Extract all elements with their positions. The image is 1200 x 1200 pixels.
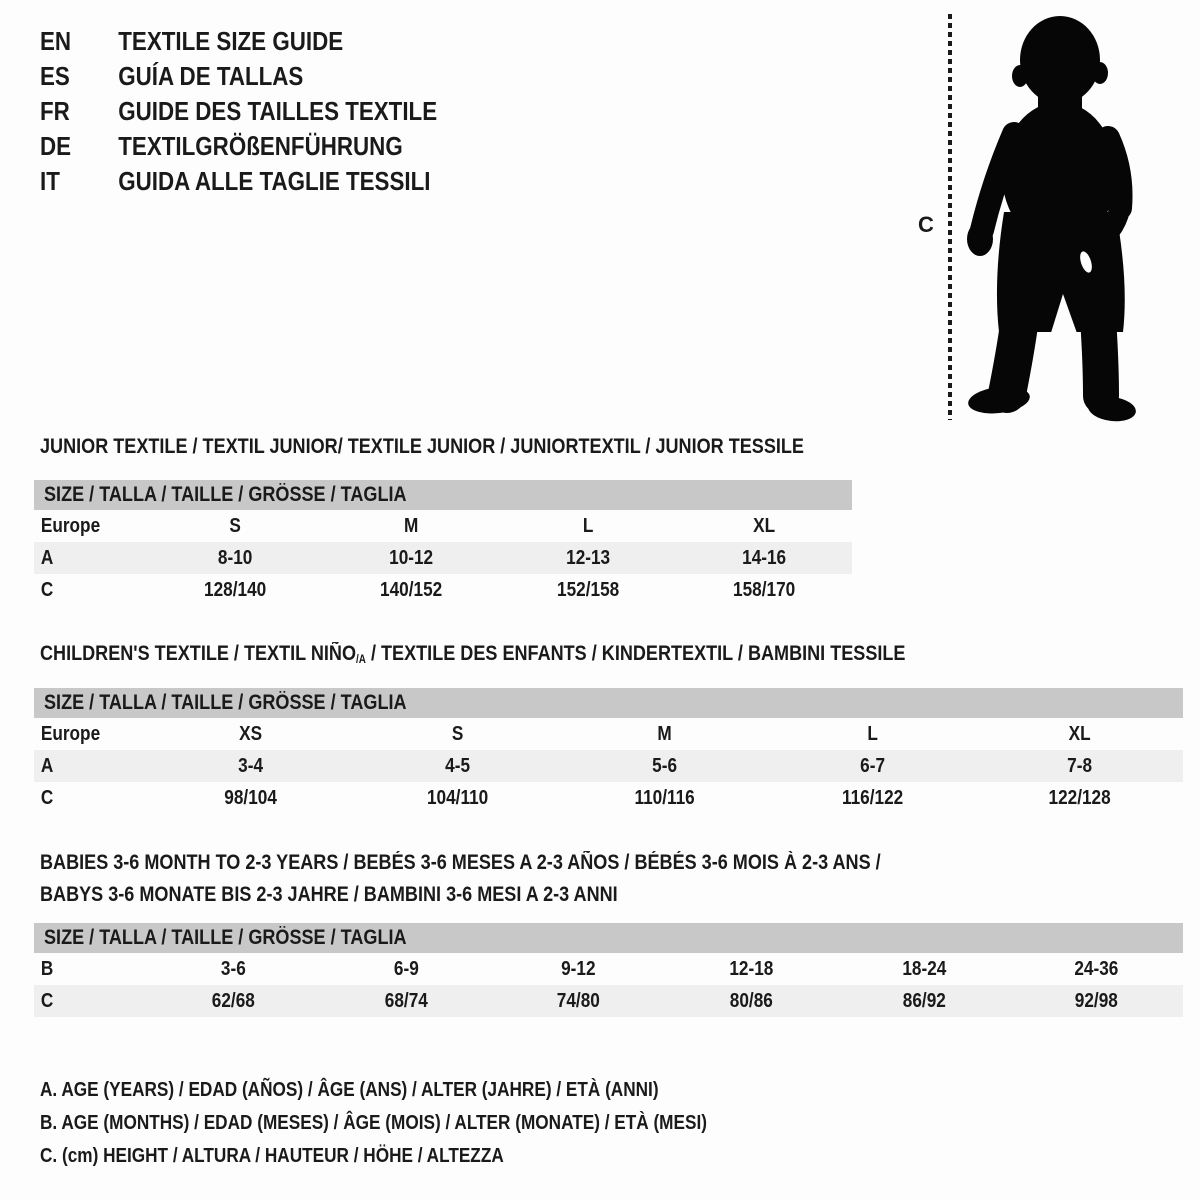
row-label: Europe: [40, 722, 101, 745]
height-cell: 86/92: [902, 989, 946, 1012]
guide-title-it: GUIDA ALLE TAGLIE TESSILI: [118, 166, 431, 196]
babies-section-title-line2: BABYS 3-6 MONATE BIS 2-3 JAHRE / BAMBINI 3-6 MESI A 2-3 ANNI: [40, 883, 618, 906]
height-cell: 110/116: [634, 786, 696, 809]
language-code: EN: [40, 26, 72, 56]
age-cell: 6-7: [859, 754, 885, 777]
age-cell: 14-16: [741, 546, 786, 569]
children-size-table: [34, 688, 1183, 814]
size-header-text: SIZE / TALLA / TAILLE / GRÖSSE / TAGLIA: [44, 483, 407, 506]
language-row-en: [40, 24, 437, 59]
table-row-europe: [34, 718, 1183, 750]
language-code: ES: [40, 61, 70, 91]
language-code: FR: [40, 96, 70, 126]
height-cell: 140/152: [380, 578, 443, 601]
size-header-text: SIZE / TALLA / TAILLE / GRÖSSE / TAGLIA: [44, 691, 407, 714]
size-cell: XL: [752, 514, 775, 537]
language-row-es: [40, 59, 437, 94]
table-row-height: [34, 782, 1183, 814]
babies-section-title-line1: BABIES 3-6 MONTH TO 2-3 YEARS / BEBÉS 3-6 MESES A 2-3 AÑOS / BÉBÉS 3-6 MOIS À 2-3 ANS /: [40, 851, 881, 874]
table-row-europe: [34, 510, 852, 542]
age-cell: 12-13: [565, 546, 610, 569]
size-cell: L: [582, 514, 593, 537]
age-cell: 18-24: [902, 957, 947, 980]
baby-silhouette-icon: [950, 12, 1140, 422]
table-row-age: [34, 750, 1183, 782]
guide-title-fr: GUIDE DES TAILLES TEXTILE: [118, 96, 438, 126]
table-row-age: [34, 542, 852, 574]
height-cell: 122/128: [1048, 786, 1111, 809]
children-section-title: CHILDREN'S TEXTILE / TEXTIL NIÑO/A / TEXTILE DES ENFANTS / KINDERTEXTIL / BAMBINI TESSILE: [40, 642, 906, 667]
row-label: Europe: [40, 514, 101, 537]
age-cell: 3-6: [220, 957, 246, 980]
table-row-age-months: [34, 953, 1183, 985]
size-header-bar: [34, 923, 1183, 953]
age-cell: 12-18: [729, 957, 774, 980]
size-cell: S: [229, 514, 241, 537]
age-cell: 3-4: [238, 754, 264, 777]
size-cell: M: [657, 722, 673, 745]
table-row-height: [34, 985, 1183, 1017]
age-cell: 6-9: [393, 957, 419, 980]
language-code: IT: [40, 166, 60, 196]
age-cell: 8-10: [217, 546, 253, 569]
size-cell: S: [452, 722, 464, 745]
height-cell: 104/110: [427, 786, 489, 809]
height-cell: 74/80: [557, 989, 601, 1012]
guide-title-en: TEXTILE SIZE GUIDE: [118, 26, 344, 56]
size-cell: M: [404, 514, 419, 537]
age-cell: 9-12: [561, 957, 596, 980]
language-title-block: [40, 24, 502, 199]
height-cell: 158/170: [732, 578, 795, 601]
language-row-de: [40, 129, 437, 164]
junior-size-table: [34, 480, 852, 606]
nino-a-subscript: /A: [356, 654, 366, 667]
height-cell: 152/158: [556, 578, 619, 601]
size-cell: L: [866, 722, 878, 745]
note-age-years: A. AGE (YEARS) / EDAD (AÑOS) / ÂGE (ANS) / ALTER (JAHRE) / ETÀ (ANNI): [40, 1079, 659, 1101]
guide-title-de: TEXTILGRÖßENFÜHRUNG: [118, 131, 403, 161]
height-cell: 128/140: [204, 578, 267, 601]
size-header-bar: [34, 480, 852, 510]
age-cell: 24-36: [1074, 957, 1119, 980]
age-cell: 5-6: [652, 754, 678, 777]
row-label: C: [40, 578, 54, 601]
row-label: C: [40, 989, 54, 1012]
height-cell: 92/98: [1075, 989, 1119, 1012]
size-header-text: SIZE / TALLA / TAILLE / GRÖSSE / TAGLIA: [44, 926, 407, 949]
age-cell: 10-12: [389, 546, 434, 569]
guide-title-es: GUÍA DE TALLAS: [118, 61, 304, 91]
language-row-it: [40, 164, 437, 199]
age-cell: 4-5: [445, 754, 471, 777]
height-measure-label: C: [918, 212, 934, 237]
height-cell: 68/74: [384, 989, 428, 1012]
junior-section-title: JUNIOR TEXTILE / TEXTIL JUNIOR/ TEXTILE JUNIOR / JUNIORTEXTIL / JUNIOR TESSILE: [40, 435, 804, 458]
babies-size-table: [34, 923, 1183, 1017]
age-cell: 7-8: [1066, 754, 1092, 777]
height-cell: 62/68: [211, 989, 255, 1012]
height-cell: 80/86: [729, 989, 773, 1012]
size-cell: XL: [1068, 722, 1091, 745]
height-cell: 98/104: [224, 786, 277, 809]
legend-notes: [40, 1074, 816, 1173]
row-label: B: [40, 957, 54, 980]
row-label: C: [40, 786, 54, 809]
table-row-height: [34, 574, 852, 606]
row-label: A: [40, 754, 54, 777]
note-height-cm: C. (cm) HEIGHT / ALTURA / HAUTEUR / HÖHE / ALTEZZA: [40, 1145, 504, 1167]
height-cell: 116/122: [841, 786, 903, 809]
language-row-fr: [40, 94, 437, 129]
note-age-months: B. AGE (MONTHS) / EDAD (MESES) / ÂGE (MOIS) / ALTER (MONATE) / ETÀ (MESI): [40, 1112, 707, 1134]
language-code: DE: [40, 131, 72, 161]
row-label: A: [40, 546, 54, 569]
size-cell: XS: [239, 722, 263, 745]
size-header-bar: [34, 688, 1183, 718]
